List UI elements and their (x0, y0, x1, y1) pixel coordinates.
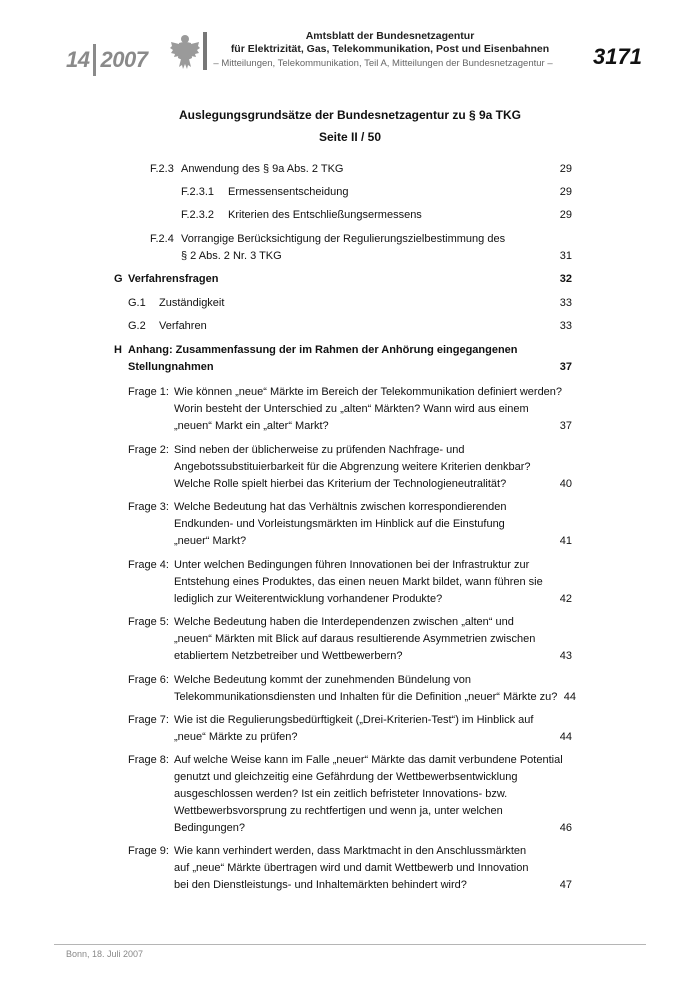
toc-text: auf „neue“ Märkte übertragen wird und damit Wettbewerb und Innovation (174, 862, 529, 874)
toc-text: Ermessensentscheidung (228, 186, 349, 198)
toc-text: Stellungnahmen (128, 361, 214, 373)
toc-label: Frage 1: (128, 386, 169, 398)
toc-label: Frage 7: (128, 714, 169, 726)
toc-page: 29 (559, 186, 572, 198)
toc-label: F.2.3 (150, 163, 174, 175)
footer-divider (54, 944, 646, 945)
toc-text: Anwendung des § 9a Abs. 2 TKG (181, 163, 344, 175)
toc-text: „neuer“ Markt? (174, 535, 247, 547)
toc-text: Wie können „neue“ Märkte im Bereich der Telekommunikation definiert werden? (174, 386, 563, 398)
toc-page: 37 (559, 420, 572, 432)
toc-label: Frage 4: (128, 559, 169, 571)
toc-text: „neuen“ Märkten mit Blick auf daraus resultierende Asymmetrien zwischen (174, 633, 536, 645)
issue-number: 14 (66, 47, 90, 72)
toc-page: 33 (559, 320, 572, 332)
toc-page: 40 (559, 478, 572, 490)
toc-text: Welche Rolle spielt hierbei das Kriterium der Technologieneutralität? (174, 478, 507, 490)
toc-label: G.1 (128, 297, 146, 309)
toc-text: Anhang: Zusammenfassung der im Rahmen der Anhörung eingegangenen (128, 344, 518, 356)
toc-text: § 2 Abs. 2 Nr. 3 TKG (181, 250, 282, 262)
toc-text: Verfahrensfragen (128, 273, 219, 285)
toc-page: 29 (559, 209, 572, 221)
toc-page: 31 (559, 250, 572, 262)
toc-page: 33 (559, 297, 572, 309)
toc-label: F.2.3.2 (181, 209, 215, 221)
toc-text: Endkunden- und Vorleistungsmärkten im Hinblick auf die Einstufung (174, 518, 505, 530)
toc-text: etabliertem Netzbetreiber und Wettbewerbern? (174, 650, 403, 662)
footer-date: Bonn, 18. Juli 2007 (66, 949, 144, 959)
toc-label: G.2 (128, 320, 146, 332)
toc-page: 29 (559, 163, 572, 175)
document-title: Auslegungsgrundsätze der Bundesnetzagentur zu § 9a TKG (178, 108, 522, 122)
toc-text: Worin besteht der Unterschied zu „alten“ Märkten? Wann wird aus einem (174, 403, 529, 415)
toc-text: Wie ist die Regulierungsbedürftigkeit („Drei-Kriterien-Test“) im Hinblick auf (174, 714, 534, 726)
toc-text: Entstehung eines Produktes, das einen neuen Markt bildet, wann führen sie (174, 576, 543, 588)
toc-text: Wie kann verhindert werden, dass Marktmacht in den Anschlussmärkten (174, 845, 527, 857)
issue-divider (93, 44, 96, 76)
header-divider (203, 32, 207, 70)
toc-label: H (114, 344, 122, 356)
toc-text: Zuständigkeit (159, 297, 225, 309)
toc-label: F.2.3.1 (181, 186, 215, 198)
toc-page: 46 (559, 822, 572, 834)
toc-text: Bedingungen? (174, 822, 245, 834)
toc-text: Angebotssubstituierbarkeit für die Abgrenzung weitere Kriterien denkbar? (174, 461, 531, 473)
toc-text: Telekommunikationsdiensten und Inhalten für die Definition „neuer“ Märkte zu? (174, 691, 558, 703)
toc-text: lediglich zur Weiterentwicklung vorhandener Produkte? (174, 593, 443, 605)
toc-page: 47 (559, 879, 572, 891)
toc-text: Welche Bedeutung kommt der zunehmenden Bündelung von (174, 674, 471, 686)
toc-text: ausgeschlossen werden? Ist ein zeitlich befristeter Innovations- bzw. (174, 788, 508, 800)
toc-page: 41 (559, 535, 572, 547)
journal-title-line1: Amtsblatt der Bundesnetzagentur (305, 30, 475, 42)
toc-label: G (114, 273, 123, 285)
toc-text: „neue“ Märkte zu prüfen? (174, 731, 298, 743)
toc-page: 32 (559, 273, 572, 285)
toc-text: Auf welche Weise kann im Falle „neuer“ Märkte das damit verbundene Potential (174, 754, 563, 766)
toc-label: Frage 3: (128, 501, 169, 513)
toc-label: Frage 9: (128, 845, 169, 857)
toc-label: F.2.4 (150, 233, 174, 245)
toc-text: Verfahren (159, 320, 207, 332)
document-heading (0, 104, 700, 148)
toc-label: Frage 5: (128, 616, 169, 628)
journal-title (230, 30, 550, 56)
toc-label: Frage 2: (128, 444, 169, 456)
journal-subtitle: – Mitteilungen, Telekommunikation, Teil A, Mitteilungen der Bundesnetzagentur – (213, 58, 553, 69)
issue-badge (66, 44, 147, 76)
federal-eagle-icon (170, 32, 200, 72)
toc-text: Wettbewerbsvorsprung zu rechtfertigen und wenn ja, unter welchen (174, 805, 503, 817)
toc-label: Frage 6: (128, 674, 169, 686)
toc-label: Frage 8: (128, 754, 169, 766)
toc-text: „neuen“ Markt ein „alter“ Markt? (174, 420, 329, 432)
page-number: 3171 (593, 44, 642, 69)
journal-title-line2: für Elektrizität, Gas, Telekommunikation, Post und Eisenbahnen (230, 43, 550, 55)
toc-text: Unter welchen Bedingungen führen Innovationen bei der Infrastruktur zur (174, 559, 530, 571)
toc-text: Kriterien des Entschließungsermessens (228, 209, 422, 221)
toc-page: 44 (559, 731, 572, 743)
toc-page: 44 (563, 691, 576, 703)
toc-text: genutzt und gleichzeitig eine Gefährdung der Wettbewerbsentwicklung (174, 771, 518, 783)
toc-page: 43 (559, 650, 572, 662)
toc-text: Welche Bedeutung haben die Interdependenzen zwischen „alten“ und (174, 616, 514, 628)
toc-text: bei den Dienstleistungs- und Inhaltemärkten behindert wird? (174, 879, 467, 891)
toc-page: 42 (559, 593, 572, 605)
toc-page: 37 (559, 361, 572, 373)
toc-text: Vorrangige Berücksichtigung der Regulierungszielbestimmung des (181, 233, 506, 245)
toc-text: Sind neben der üblicherweise zu prüfenden Nachfrage- und (174, 444, 465, 456)
issue-year: 2007 (100, 47, 148, 72)
document-page-label: Seite II / 50 (318, 130, 382, 144)
toc-text: Welche Bedeutung hat das Verhältnis zwischen korrespondierenden (174, 501, 507, 513)
